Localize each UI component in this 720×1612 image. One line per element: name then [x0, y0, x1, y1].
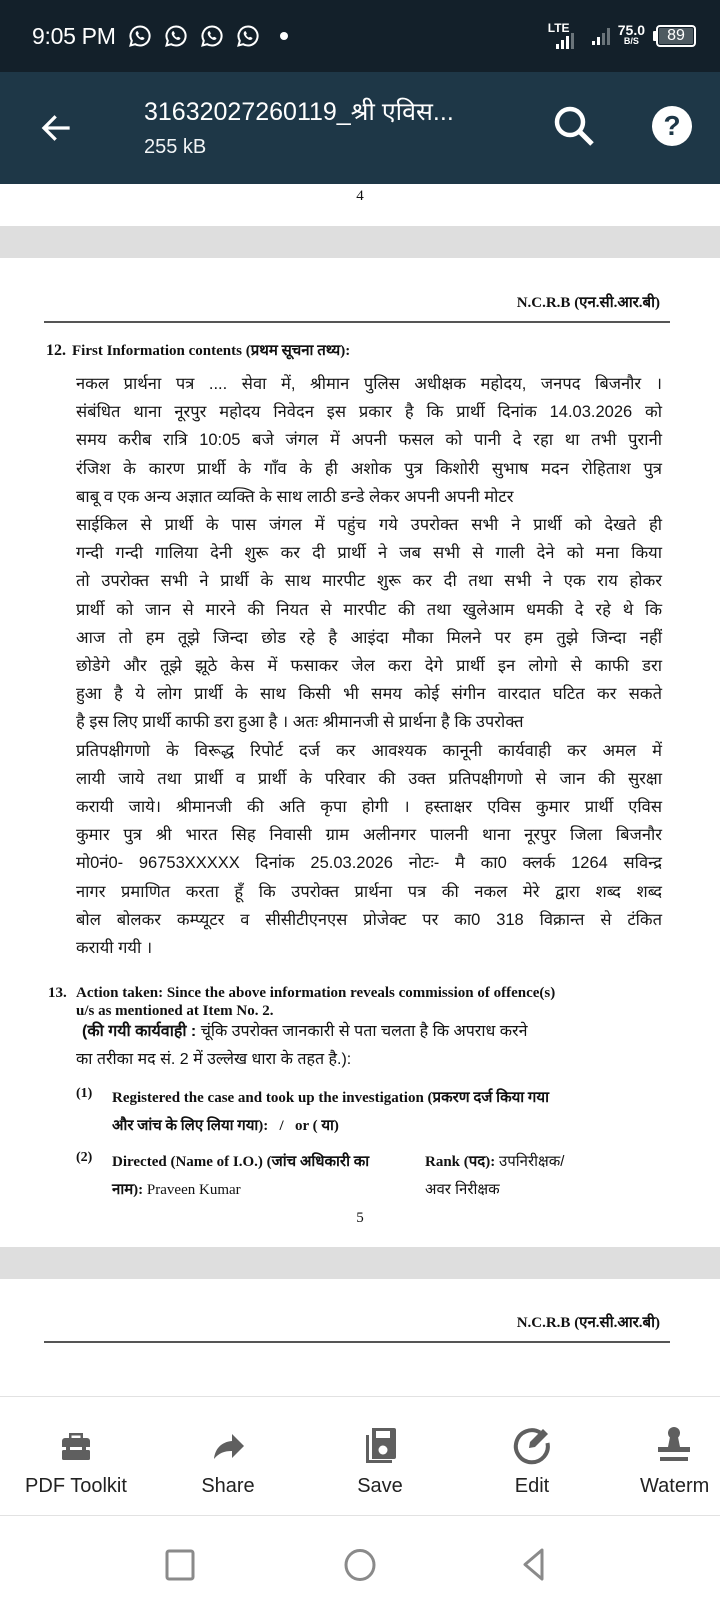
- lte-indicator: [548, 23, 578, 49]
- page-header-ncrb: N.C.R.B (एन.सी.आर.बी): [516, 1315, 660, 1331]
- fir-line: है इस लिए प्रार्थी काफी डरा हुआ है । अतः श्रीमानजी से प्रार्थना है कि उपरोक्त: [76, 713, 524, 732]
- page-separator: [0, 226, 720, 258]
- section-13-title: [48, 984, 668, 1020]
- help-button[interactable]: [652, 106, 692, 146]
- recents-square-icon[interactable]: [158, 1544, 198, 1584]
- fir-line: मो0नं0- 96753XXXXX दिनांक 25.03.2026 नोटः- मै का0 क्लर्क 1264 सविन्द्र: [76, 854, 662, 873]
- rank-value-line2: अवर निरीक्षक: [425, 1181, 500, 1198]
- whatsapp-icon: [164, 24, 188, 48]
- section-13-heading-line1: Action taken: Since the above information reveals commission of offence(s): [76, 985, 556, 1001]
- action-taken-hindi-bold: (की गयी कार्यवाही :: [82, 1023, 197, 1040]
- fir-line: समय करीब रात्रि 10:05 बजे जंगल में अपनी फसल को पानी दे रहा था तभी पुरानी: [76, 431, 662, 450]
- action-taken-hindi-rest: चूंकि उपरोक्त जानकारी से पता चलता है कि अपराध करने: [196, 1023, 528, 1040]
- fir-line: लायी जाये तथा प्रार्थी व प्रार्थी के परिवार की उक्त प्रतिपक्षीगणो से जान की सुरक्षा: [76, 769, 662, 788]
- rank-value-line1: उपनिरीक्षक/: [499, 1153, 565, 1170]
- header-rule: [44, 1341, 670, 1343]
- network-speed-unit: B/S: [623, 36, 639, 46]
- pdf-toolkit-label: PDF Toolkit: [25, 1475, 127, 1497]
- io-name: Praveen Kumar: [146, 1182, 241, 1198]
- pdf-viewer[interactable]: [0, 184, 720, 1396]
- action-item-1-number: (1): [76, 1086, 93, 1101]
- fir-line: गन्दी गन्दी गालिया देनी शुरू कर दी प्रार्थी ने जब सभी से गाली देने को मना किया: [76, 544, 662, 563]
- fir-line: नागर प्रमाणित करता हूँ कि उपरोक्त प्रार्थना पत्र की नकल मेरे द्वारा शब्द शब्द: [76, 882, 662, 901]
- back-button[interactable]: [32, 104, 80, 152]
- share-arrow-icon: [206, 1423, 250, 1467]
- status-time: 9:05 PM: [32, 22, 116, 49]
- action-taken-hindi: [82, 1018, 672, 1046]
- fir-line: करायी गयी ।: [76, 939, 153, 958]
- fir-line: रंजिश के कारण प्रार्थी के गाँव के ही अशोक पुत्र किशोरी सुभाष मदन रोहिताश पुत्र: [76, 459, 662, 478]
- share-button[interactable]: [152, 1397, 304, 1515]
- action-item-1: [76, 1084, 666, 1140]
- pdf-toolkit-button[interactable]: [0, 1397, 152, 1515]
- share-label: Share: [201, 1475, 255, 1497]
- document-title: 31632027260119_श्री एविस...: [144, 98, 454, 126]
- more-notifications-dot: [280, 32, 288, 40]
- save-label: Save: [357, 1475, 403, 1497]
- network-type: LTE: [547, 21, 570, 35]
- header-rule: [44, 321, 670, 323]
- whatsapp-icon: [200, 24, 224, 48]
- page-separator: [0, 1247, 720, 1279]
- rank-label: Rank (पद):: [425, 1154, 496, 1170]
- section-13-heading-line2: u/s as mentioned at Item No. 2.: [76, 1003, 274, 1019]
- fir-line: तो उपरोक्त सभी ने प्रार्थी के साथ मारपीट शुरू कर दी तथा सभी ने एक राय होकर: [76, 572, 662, 591]
- page-header-ncrb: N.C.R.B (एन.सी.आर.बी): [516, 295, 660, 311]
- back-arrow-icon: [38, 110, 74, 146]
- help-icon: ?: [663, 110, 681, 141]
- fir-line: हुआ है ये लोग प्रार्थी के साथ किसी भी समय कोई संगीन वारदात घटित कर सकते: [76, 685, 662, 704]
- fir-line: साईकिल से प्रार्थी के पास जंगल में पहुंच गये उपरोक्त सभी ने प्रार्थी को देखते ही: [76, 516, 662, 535]
- fir-line: करायी जाये। श्रीमानजी की अति कृपा होगी । हस्ताक्षर एविस कुमार प्रार्थी एविस: [76, 798, 662, 817]
- fir-line: नकल प्रार्थना पत्र .... सेवा में, श्रीमान पुलिस अधीक्षक महोदय, जनपद बिजनौर ।: [76, 375, 662, 393]
- fir-line: प्रतिपक्षीगणो के विरूद्ध रिपोर्ट दर्ज कर आवश्यक कानूनी कार्यवाही कर अमल में: [76, 741, 662, 760]
- watermark-label: Waterm: [640, 1475, 710, 1497]
- fir-line: छोडेगे और तूझे झूठे केस में फसाकर जेल करा देगे प्रार्थी इन लोगो से काफी डरा: [76, 657, 662, 676]
- bottom-toolbar: [0, 1396, 720, 1516]
- watermark-button[interactable]: [608, 1397, 720, 1515]
- section-12-number: 12.: [46, 342, 66, 359]
- fir-line: कुमार पुत्र श्री भारत सिह निवासी ग्राम अलीनगर पालनी थाना नूरपुर जिला बिजनौर: [76, 826, 662, 845]
- fir-line: प्रार्थी को जान से मारने की नियत से मारपीट की तथा खुलेआम धमकी दे रहे थे कि: [76, 600, 662, 619]
- first-information-text: [76, 370, 662, 962]
- home-circle-icon[interactable]: [338, 1544, 378, 1584]
- status-indicators: [548, 23, 696, 49]
- save-floppy-icon: [358, 1423, 402, 1467]
- edit-button[interactable]: [456, 1397, 608, 1515]
- status-bar: [0, 0, 720, 72]
- action-item-2-number: (2): [76, 1150, 93, 1165]
- action-item-1-line1: Registered the case and took up the investigation (प्रकरण दर्ज किया गया: [112, 1090, 549, 1106]
- fir-line: बाबू व एक अन्य अज्ञात व्यक्ति के साथ लाठी डन्डे लेकर अपनी अपनी मोटर: [76, 487, 514, 506]
- action-taken-hindi-line2: का तरीका मद सं. 2 में उल्लेख धारा के तहत है.):: [76, 1051, 352, 1068]
- system-nav-bar: [0, 1516, 720, 1612]
- section-12-title: [46, 340, 350, 360]
- network-speed: [617, 22, 645, 47]
- stamp-icon: [652, 1423, 696, 1467]
- action-item-2: [76, 1148, 666, 1204]
- fir-line: संबंधित थाना नूरपुर महोदय निवेदन इस प्रकार है कि प्रार्थी दिनांक 14.03.2026 को: [76, 403, 662, 422]
- action-item-1-line2: और जांच के लिए लिया गया): / or ( या): [112, 1118, 339, 1134]
- page-number-4: 4: [356, 188, 364, 204]
- section-13-number: 13.: [48, 985, 67, 1001]
- edit-pencil-icon: [510, 1423, 554, 1467]
- section-12-heading: First Information contents (प्रथम सूचना तथ्य):: [72, 343, 351, 359]
- title-block: [144, 94, 504, 159]
- network-speed-value: 75.0: [617, 22, 645, 38]
- whatsapp-icon: [128, 24, 152, 48]
- search-icon: [548, 100, 604, 156]
- app-bar: [0, 72, 720, 184]
- search-button[interactable]: [548, 100, 604, 156]
- signal-bars-icon: [556, 33, 574, 49]
- battery-icon: [653, 25, 696, 47]
- edit-label: Edit: [514, 1475, 550, 1497]
- save-button[interactable]: [304, 1397, 456, 1515]
- signal-bars-icon-sim2: [592, 27, 610, 45]
- io-label-line1: Directed (Name of I.O.) (जांच अधिकारी का: [112, 1154, 370, 1170]
- fir-line: आज तो हम तूझे जिन्दा छोड रहे है आइंदा मौका मिलने पर हम तुझे जिन्दा नहीं: [76, 628, 662, 647]
- file-size: 255 kB: [144, 136, 207, 158]
- page-number-5: 5: [356, 1210, 364, 1226]
- fir-line: बोल बोलकर कम्प्यूटर व सीसीटीएनएस प्रोजेक्ट पर का0 318 विक्रान्त से टंकित: [76, 910, 662, 929]
- toolbox-icon: [54, 1423, 98, 1467]
- battery-level: 89: [659, 28, 693, 44]
- whatsapp-icon: [236, 24, 260, 48]
- back-triangle-icon[interactable]: [512, 1544, 552, 1584]
- io-label-line2: नाम):: [112, 1182, 144, 1198]
